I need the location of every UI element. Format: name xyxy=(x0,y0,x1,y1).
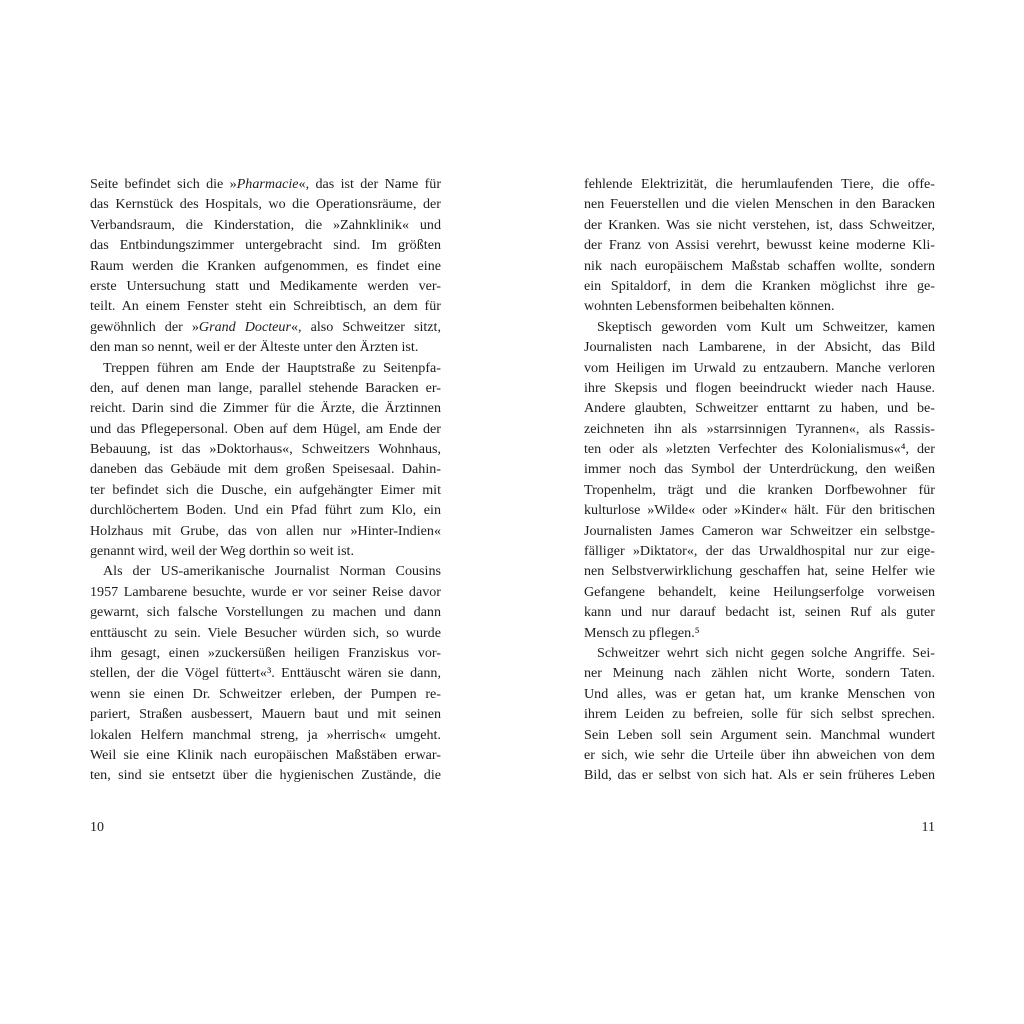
text-line: wenn sie einen Dr. Schweitzer erleben, der Pumpen re- xyxy=(90,685,441,702)
text-line: 1957 Lambarene besuchte, wurde er vor seiner Reise davor xyxy=(90,583,441,600)
page-number-right: 11 xyxy=(921,820,935,835)
text-line: pariert, Straßen ausbessert, Mauern baut und mit seinen xyxy=(90,706,441,723)
text-line: daneben das Gebäude mit dem großen Speisesaal. Dahin- xyxy=(90,461,441,478)
text-line: nen Feuerstellen und die vielen Menschen in den Baracken xyxy=(584,196,935,213)
text-line: kulturlose »Wilde« oder »Kinder« hält. Für den britischen xyxy=(584,502,935,519)
text-line: den, auf denen man lange, parallel stehende Baracken er- xyxy=(90,379,441,396)
text-line: Mensch zu pflegen.⁵ xyxy=(584,624,700,641)
text-line: enttäuscht zu sein. Viele Besucher würden sich, so wurde xyxy=(90,624,441,641)
text-line: Raum werden die Kranken aufgenommen, es findet eine xyxy=(90,257,441,274)
text-line: genannt wird, weil der Weg dorthin so weit ist. xyxy=(90,543,354,560)
text-line: Gefangene behandelt, keine Heilungserfolge vorweisen xyxy=(584,583,935,600)
text-line: wohnten Lebensformen beibehalten können. xyxy=(584,298,835,315)
text-line: das Entbindungszimmer untergebracht sind. Im größten xyxy=(90,237,441,254)
text-line: erste Untersuchung statt und Medikamente werden ver- xyxy=(90,277,441,294)
left-page xyxy=(90,174,441,786)
text-line: Seite befindet sich die »Pharmacie«, das ist der Name für xyxy=(90,176,442,192)
text-line: reicht. Darin sind die Zimmer für die Ärzte, die Ärztinnen xyxy=(90,400,441,417)
left-page-text xyxy=(90,174,441,786)
text-line: gewarnt, sich falsche Vorstellungen zu machen und dann xyxy=(90,604,441,621)
text-line: ter befindet sich die Dusche, ein aufgehängter Eimer mit xyxy=(90,481,441,498)
text-line: der Franz von Assisi verehrt, bewusst keine moderne Kli- xyxy=(584,237,935,254)
text-line: Weil sie eine Klinik nach europäischen Maßstäben erwar- xyxy=(90,746,441,763)
text-line: der Kranken. Was sie nicht verstehen, ist, dass Schweitzer, xyxy=(584,216,935,233)
text-line: ner Meinung nach zählen nicht Worte, sondern Taten. xyxy=(584,665,935,682)
text-line: Skeptisch geworden vom Kult um Schweitzer, kamen xyxy=(597,318,935,335)
text-line: immer noch das Symbol der Unterdrückung, den weißen xyxy=(584,461,935,478)
text-line: teilt. An einem Fenster steht ein Schreibtisch, an dem für xyxy=(90,298,441,315)
text-line: Treppen führen am Ende der Hauptstraße zu Seitenpfa- xyxy=(103,359,441,376)
text-line: er sich, wie sehr die Urteile über ihn abweichen von dem xyxy=(584,746,935,763)
text-line: den man so nennt, weil er der Älteste unter den Ärzten ist. xyxy=(90,339,419,356)
text-line: Journalisten nach Lambarene, in der Absicht, das Bild xyxy=(584,339,935,356)
text-line: Schweitzer wehrt sich nicht gegen solche Angriffe. Sei- xyxy=(597,644,935,661)
text-line: kann und nur darauf bedacht ist, seinen Ruf als guter xyxy=(584,604,935,621)
text-line: ihm gesagt, einen »zuckersüßen heiligen Franziskus vor- xyxy=(90,644,441,661)
text-line: das Kernstück des Hospitals, wo die Operationsräume, der xyxy=(90,196,441,213)
text-line: ihre Skepsis und flogen beeindruckt wieder nach Hause. xyxy=(584,379,935,396)
text-line: Und alles, was er getan hat, um kranke Menschen von xyxy=(584,685,935,702)
text-line: Journalisten James Cameron war Schweitzer ein selbstge- xyxy=(584,522,935,539)
text-line: vom Heiligen im Urwald zu entzaubern. Manche verloren xyxy=(584,359,935,376)
text-line: ihrem Leiden zu befreien, solle für sich selbst sprechen. xyxy=(584,706,935,723)
page-number-left: 10 xyxy=(90,820,104,835)
text-line: gewöhnlich der »Grand Docteur«, also Schweitzer sitzt, xyxy=(90,318,441,335)
text-line: Bebauung, ist das »Doktorhaus«, Schweitzers Wohnhaus, xyxy=(90,441,441,458)
text-line: Bild, das er selbst von sich hat. Als er sein früheres Leben xyxy=(584,767,935,784)
text-line: nik nach europäischem Maßstab schaffen wollte, sondern xyxy=(584,257,935,274)
text-line: nen Selbstverwirklichung geschaffen hat, seine Helfer wie xyxy=(584,563,935,580)
text-line: Verbandsraum, die Kinderstation, die »Zahnklinik« und xyxy=(90,216,441,233)
text-line: ein Spitaldorf, in dem die Kranken möglichst ihre ge- xyxy=(584,277,935,294)
right-page xyxy=(584,174,935,786)
text-line: ten oder als »letzten Verfechter des Kolonialismus«⁴, der xyxy=(584,441,935,458)
text-line: ten, sind sie entsetzt über die hygienischen Zustände, die xyxy=(90,767,441,784)
right-page-text xyxy=(584,174,935,786)
text-line: Als der US-amerikanische Journalist Norman Cousins xyxy=(103,563,441,580)
text-line: fehlende Elektrizität, die herumlaufenden Tiere, die offe- xyxy=(584,176,935,192)
text-line: lokalen Helfern manchmal streng, ja »herrisch« umgeht. xyxy=(90,726,441,743)
text-line: und das Pflegepersonal. Oben auf dem Hügel, am Ende der xyxy=(90,420,441,437)
text-line: Andere glaubten, Schweitzer enttarnt zu haben, und be- xyxy=(584,400,935,417)
text-line: durchlöchertem Boden. Und ein Pfad führt zum Klo, ein xyxy=(90,502,441,519)
text-line: stellen, der die Vögel füttert«³. Enttäuscht wären sie dann, xyxy=(90,665,441,682)
text-line: Sein Leben soll sein Argument sein. Manchmal wundert xyxy=(584,726,935,743)
text-line: zeichneten ihn als »starrsinnigen Tyrannen«, als Rassis- xyxy=(584,420,935,437)
text-line: Holzhaus mit Grube, das von allen nur »Hinter-Indien« xyxy=(90,522,441,539)
text-line: fälliger »Diktator«, der das Urwaldhospital nur zur eige- xyxy=(584,543,935,560)
text-line: Tropenhelm, trägt und die kranken Dorfbewohner für xyxy=(584,481,935,498)
